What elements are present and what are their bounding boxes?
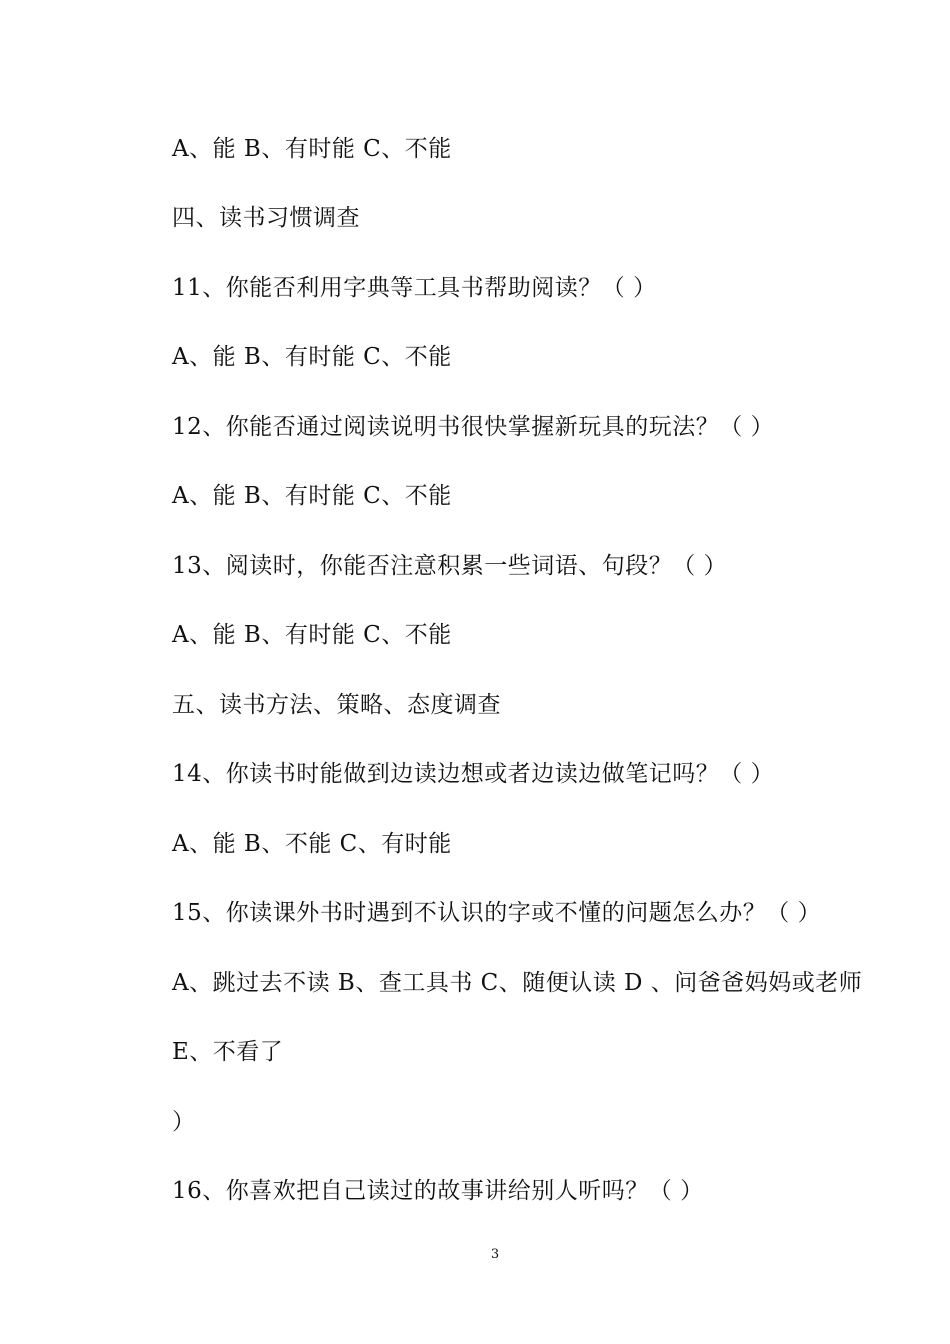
section-heading-reading-methods: 五、读书方法、策略、态度调查 [172,692,501,718]
question-13: 13、阅读时，你能否注意积累一些词语、句段？（ ） [172,553,728,579]
question-14: 14、你读书时能做到边读边想或者边读边做笔记吗？（ ） [172,761,775,787]
question-15: 15、你读课外书时遇到不认识的字或不懂的问题怎么办？（ ） [172,900,822,926]
answer-options-q15: A、跳过去不读 B、查工具书 C、随便认读 D 、问爸爸妈妈或老师 [172,970,863,996]
answer-options-q13: A、能 B、有时能 C、不能 [172,622,452,648]
question-16: 16、你喜欢把自己读过的故事讲给别人听吗？（ ） [172,1178,704,1204]
question-12: 12、你能否通过阅读说明书很快掌握新玩具的玩法？（ ） [172,414,775,440]
page-number: 3 [490,1247,500,1262]
section-heading-reading-habits: 四、读书习惯调查 [172,205,360,231]
answer-options-q10: A、能 B、有时能 C、不能 [172,136,452,162]
answer-options-q12: A、能 B、有时能 C、不能 [172,483,452,509]
question-11: 11、你能否利用字典等工具书帮助阅读？（ ） [172,275,657,301]
answer-options-q15-continued: E、不看了 [172,1039,284,1065]
stray-parenthesis: ） [172,1109,196,1135]
answer-options-q11: A、能 B、有时能 C、不能 [172,344,452,370]
answer-options-q14: A、能 B、不能 C、有时能 [172,831,452,857]
